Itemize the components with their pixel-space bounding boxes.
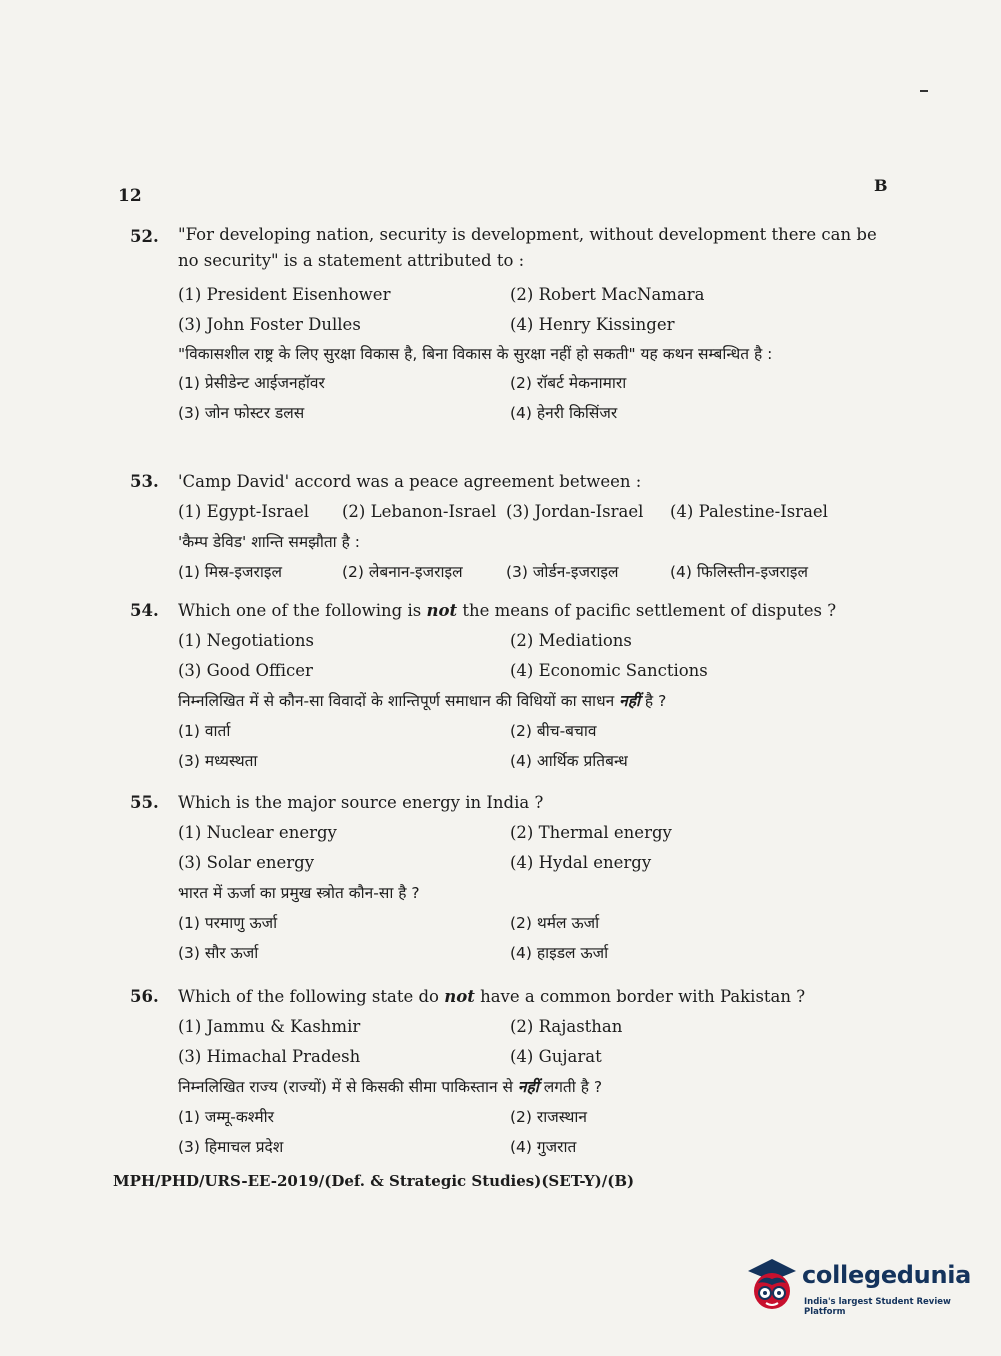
option-2-hi: (2) रॉबर्ट मेकनामारा (510, 374, 627, 392)
option-1: (1) President Eisenhower (178, 285, 391, 304)
options-en (130, 280, 890, 340)
option-3: (3) Jordan-Israel (506, 502, 644, 521)
option-4: (4) Palestine-Israel (670, 502, 828, 521)
question-number: 56. (130, 987, 159, 1006)
option-4-hi: (4) हाइडल ऊर्जा (510, 944, 609, 962)
option-1-hi: (1) वार्ता (178, 722, 231, 740)
brand-tagline: India's largest Student Review Platform (804, 1297, 951, 1317)
option-2-hi: (2) राजस्थान (510, 1108, 587, 1126)
question-number: 54. (130, 601, 159, 620)
option-1-hi: (1) प्रेसीडेन्ट आईजनहॉवर (178, 374, 325, 392)
option-1: (1) Negotiations (178, 631, 314, 650)
question-text-hi (130, 1072, 890, 1102)
paper-code-footer: MPH/PHD/URS-EE-2019/(Def. & Strategic Studies)(SET-Y)/(B) (113, 1172, 635, 1190)
option-4: (4) Gujarat (510, 1047, 602, 1066)
option-4-hi: (4) हेनरी किसिंजर (510, 404, 618, 422)
option-2: (2) Lebanon-Israel (342, 502, 497, 521)
question-number: 53. (130, 472, 159, 491)
question-53 (130, 467, 890, 587)
options-hi (130, 716, 890, 776)
question-text-part: have a common border with Pakistan ? (474, 987, 806, 1006)
emphasis-nahi: नहीं (517, 1078, 539, 1096)
option-2: (2) Rajasthan (510, 1017, 623, 1036)
option-3-hi: (3) जोर्डन-इजराइल (506, 563, 619, 581)
question-55 (130, 788, 890, 968)
option-4-hi: (4) गुजरात (510, 1138, 577, 1156)
option-2-hi: (2) बीच-बचाव (510, 722, 597, 740)
options-en (130, 626, 890, 686)
set-code: B (874, 176, 888, 195)
option-2: (2) Thermal energy (510, 823, 672, 842)
question-text-hi: भारत में ऊर्जा का प्रमुख स्त्रोत कौन-सा है ? (178, 884, 420, 902)
question-text-hi: 'कैम्प डेविड' शान्ति समझौता है : (178, 533, 360, 551)
question-text-part: निम्नलिखित में से कौन-सा विवादों के शान्तिपूर्ण समाधान की विधियों का साधन (178, 692, 620, 710)
scan-mark (920, 90, 928, 92)
question-text-hi (130, 686, 890, 716)
question-text-part: the means of pacific settlement of disputes ? (457, 601, 837, 620)
option-3: (3) Himachal Pradesh (178, 1047, 361, 1066)
page-number: 12 (118, 186, 142, 206)
question-text-en: 'Camp David' accord was a peace agreement between : (178, 472, 642, 491)
question-text-en (178, 982, 890, 1012)
option-1-hi: (1) जम्मू-कश्मीर (178, 1108, 274, 1126)
question-text-part: है ? (640, 692, 667, 710)
option-3: (3) John Foster Dulles (178, 315, 361, 334)
option-1-hi: (1) परमाणु ऊर्जा (178, 914, 278, 932)
option-4-hi: (4) फिलिस्तीन-इजराइल (670, 563, 809, 581)
option-2-hi: (2) थर्मल ऊर्जा (510, 914, 600, 932)
option-1-hi: (1) मिस्र-इजराइल (178, 563, 282, 581)
options-hi (130, 1102, 890, 1162)
options-hi (130, 908, 890, 968)
option-2-hi: (2) लेबनान-इजराइल (342, 563, 463, 581)
option-2: (2) Robert MacNamara (510, 285, 705, 304)
question-text-part: निम्नलिखित राज्य (राज्यों) में से किसकी सीमा पाकिस्तान से (178, 1078, 518, 1096)
option-1: (1) Jammu & Kashmir (178, 1017, 361, 1036)
question-56 (130, 982, 890, 1162)
question-text-en: "For developing nation, security is development, without development there can be no security" is a statement attributed to : (178, 225, 877, 270)
question-number: 55. (130, 793, 159, 812)
emphasis-not: not (426, 601, 458, 620)
options-en (130, 497, 890, 527)
options-hi (130, 557, 890, 587)
option-4: (4) Hydal energy (510, 853, 652, 872)
question-52 (130, 222, 890, 428)
option-2: (2) Mediations (510, 631, 632, 650)
brand-name: collegedunia (802, 1261, 972, 1289)
option-4-hi: (4) आर्थिक प्रतिबन्ध (510, 752, 628, 770)
option-3: (3) Good Officer (178, 661, 313, 680)
question-text-part: Which of the following state do (178, 987, 445, 1006)
option-4: (4) Henry Kissinger (510, 315, 675, 334)
option-3: (3) Solar energy (178, 853, 315, 872)
option-3-hi: (3) हिमाचल प्रदेश (178, 1138, 284, 1156)
options-en (130, 1012, 890, 1072)
option-1: (1) Nuclear energy (178, 823, 337, 842)
question-text-en (178, 596, 890, 626)
option-3-hi: (3) मध्यस्थता (178, 752, 258, 770)
mascot-icon (742, 1253, 800, 1315)
question-text-part: लगती है ? (538, 1078, 603, 1096)
option-1: (1) Egypt-Israel (178, 502, 310, 521)
options-hi (130, 368, 890, 428)
options-en (130, 818, 890, 878)
question-number: 52. (130, 227, 159, 246)
question-text-en: Which is the major source energy in India ? (178, 793, 544, 812)
option-4: (4) Economic Sanctions (510, 661, 708, 680)
question-text-part: Which one of the following is (178, 601, 427, 620)
collegedunia-logo (742, 1251, 972, 1321)
emphasis-nahi: नहीं (619, 692, 640, 710)
option-3-hi: (3) सौर ऊर्जा (178, 944, 259, 962)
question-54 (130, 596, 890, 776)
option-3-hi: (3) जोन फोस्टर डलस (178, 404, 305, 422)
question-text-hi: "विकासशील राष्ट्र के लिए सुरक्षा विकास है, बिना विकास के सुरक्षा नहीं हो सकती" यह कथन सम्बन्धित है : (178, 345, 773, 363)
emphasis-not: not (444, 987, 475, 1006)
